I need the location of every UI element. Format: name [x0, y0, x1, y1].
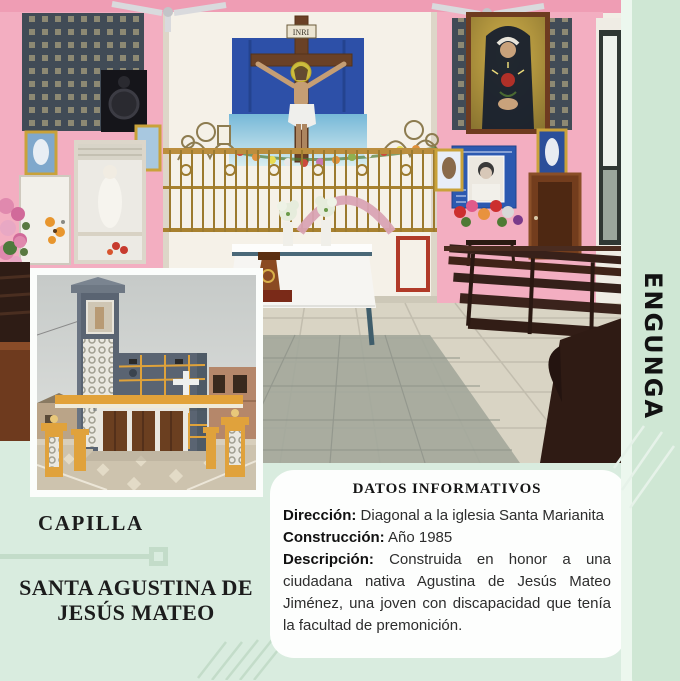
sidebar-hatch-decoration	[600, 420, 680, 515]
entrance-doors	[97, 408, 189, 451]
info-card-title: DATOS INFORMATIVOS	[352, 481, 542, 497]
left-pew	[0, 236, 30, 441]
info-field-direccion	[283, 505, 611, 527]
side-chapel-window	[74, 140, 146, 264]
virgin-painting	[466, 12, 550, 134]
info-card	[270, 470, 626, 658]
wooden-door	[530, 174, 580, 258]
info-field-label: Dirección:	[283, 507, 357, 524]
chapel-exterior-illustration	[37, 275, 256, 490]
info-field-value: Construida en honor a una ciudadana nativa Agustina de Jesús Mateo Jiménez, una joven con discapacidad que tenía la facultad de premonición.	[283, 551, 611, 634]
chapel-name-title: SANTA AGUSTINA DE JESÚS MATEO	[19, 575, 253, 625]
divider-line	[0, 554, 151, 559]
inri-sign: INRI	[292, 28, 310, 37]
info-field-value: Diagonal a la iglesia Santa Marianita	[360, 507, 605, 524]
chapel-exterior-photo	[30, 268, 263, 497]
info-field-descripcion	[283, 549, 611, 637]
location-label: ENGUNGA	[639, 272, 667, 421]
info-field-value: Año 1985	[388, 529, 453, 546]
info-field-label: Construcción:	[283, 529, 385, 546]
divider-square-icon	[149, 547, 168, 566]
speaker	[101, 70, 147, 132]
category-title: CAPILLA	[38, 511, 144, 535]
info-field-label: Descripción:	[283, 551, 374, 568]
background-patch	[0, 441, 30, 464]
info-field-construccion	[283, 527, 611, 549]
